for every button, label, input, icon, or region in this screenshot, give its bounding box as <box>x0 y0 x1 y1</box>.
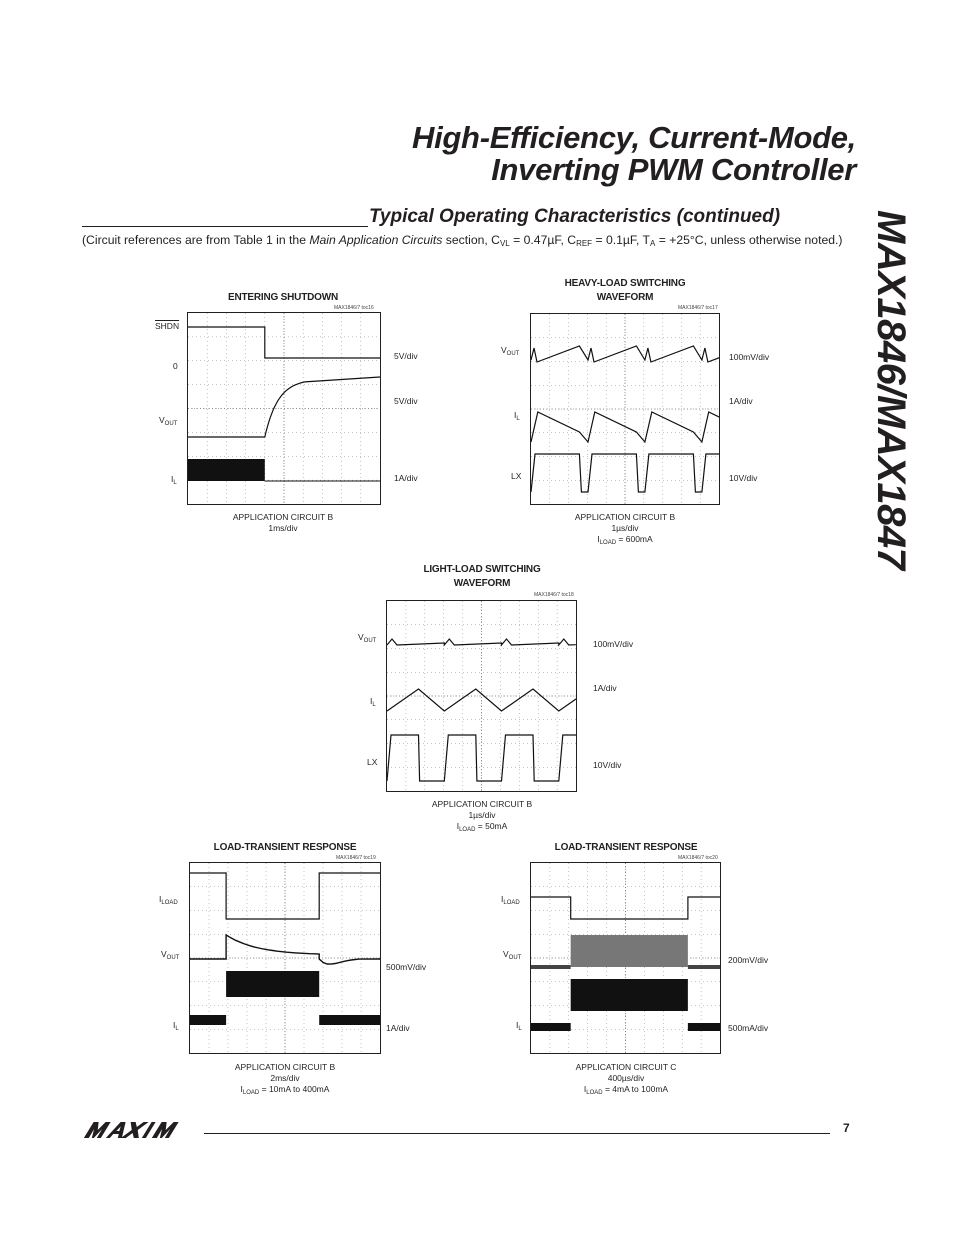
scope-caption: APPLICATION CIRCUIT B 1µs/div $I_{LOAD} = 50mA$ <box>431 799 533 833</box>
label-il: $I_L$ <box>514 410 520 422</box>
scale-ch2: 1A/div <box>729 396 753 406</box>
side-part-number: MAX1846/MAX1847 <box>869 210 913 570</box>
scope-title-load-transient-c: LOAD-TRANSIENT RESPONSE <box>554 842 698 853</box>
figure-tag: MAX1846/7 toc19 <box>336 855 376 861</box>
trace-il-low-left <box>190 1015 226 1025</box>
page-number: 7 <box>843 1121 850 1135</box>
scope-entering-shutdown <box>187 312 381 505</box>
figure-tag: MAX1846/7 toc16 <box>334 305 374 311</box>
trace-il-high <box>226 971 319 997</box>
figure-tag: MAX1846/7 toc17 <box>678 305 718 311</box>
label-vout: $V_{OUT}$ <box>161 949 180 961</box>
trace-il-burst <box>188 459 265 481</box>
label-lx: LX <box>511 471 522 481</box>
scale-ch2: 1A/div <box>386 1023 410 1033</box>
scope-caption: APPLICATION CIRCUIT B 1ms/div <box>232 512 334 533</box>
scope-screen <box>387 601 576 791</box>
scale-ch1: 200mV/div <box>728 955 769 965</box>
label-vout: $V_{OUT}$ <box>501 345 520 357</box>
scope-title-entering-shutdown: ENTERING SHUTDOWN <box>228 292 338 303</box>
label-il: $I_L$ <box>171 474 177 486</box>
scope-screen <box>531 863 720 1053</box>
trace-il-low-right <box>319 1015 380 1025</box>
scope-title-load-transient-b: LOAD-TRANSIENT RESPONSE <box>213 842 357 853</box>
title-line-2: Inverting PWM Controller <box>491 152 856 187</box>
label-zero: 0 <box>173 361 178 371</box>
trace-vout-right <box>688 965 720 969</box>
scope-screen <box>190 863 380 1053</box>
section-heading: Typical Operating Characteristics (continued) <box>369 206 781 227</box>
figure-tag: MAX1846/7 toc20 <box>678 855 718 861</box>
trace-il-high <box>571 979 688 1011</box>
label-iload: $I_{LOAD}$ <box>159 894 178 906</box>
trace-vout-left <box>531 965 571 969</box>
label-il: $I_L$ <box>370 696 376 708</box>
scope-load-transient-b <box>189 862 381 1054</box>
scale-ch2: 5V/div <box>394 396 418 406</box>
label-iload: $I_{LOAD}$ <box>501 894 520 906</box>
scope-caption: APPLICATION CIRCUIT B 1µs/div $I_{LOAD} = 600mA$ <box>574 512 676 546</box>
label-lx: LX <box>367 757 378 767</box>
scope-caption: APPLICATION CIRCUIT C 400µs/div $I_{LOAD} = 4mA$ to 100mA <box>575 1062 677 1096</box>
label-il: $I_L$ <box>516 1020 522 1032</box>
scale-ch3: 10V/div <box>593 760 622 770</box>
scale-ch1: 500mV/div <box>386 962 427 972</box>
scope-heavy-load <box>530 313 720 505</box>
trace-il-low-left <box>531 1023 571 1031</box>
scale-ch3: 10V/div <box>729 473 758 483</box>
section-rule <box>82 226 368 227</box>
scale-ch2: 1A/div <box>593 683 617 693</box>
figure-tag: MAX1846/7 toc18 <box>534 592 574 598</box>
page-title <box>412 122 856 186</box>
scale-ch2: 500mA/div <box>728 1023 769 1033</box>
scope-title-heavy-load: HEAVY-LOAD SWITCHING WAVEFORM <box>564 278 686 303</box>
title-line-1: High-Efficiency, Current-Mode, <box>412 120 856 155</box>
label-vout: $V_{OUT}$ <box>358 632 377 644</box>
label-vout: $V_{OUT}$ <box>159 415 178 427</box>
scope-light-load <box>386 600 577 792</box>
scope-screen <box>531 314 719 504</box>
scope-load-transient-c <box>530 862 721 1054</box>
graticule <box>387 601 576 791</box>
label-vout: $V_{OUT}$ <box>503 949 522 961</box>
graticule <box>531 314 719 504</box>
trace-vout-noise <box>571 935 688 967</box>
footer-rule <box>204 1133 830 1134</box>
scope-screen <box>188 313 380 504</box>
scope-title-light-load: LIGHT-LOAD SWITCHING WAVEFORM <box>423 564 541 589</box>
label-il: $I_L$ <box>173 1020 179 1032</box>
intro-paragraph: (Circuit references are from Table 1 in the Main Application Circuits section, $C_{VL} = 0.47\mu F$, $C_{REF} = 0.1\mu F$, $T_A = +25^\circ C$, unless otherwise noted.) <box>82 233 843 248</box>
maxim-logo <box>84 1121 192 1139</box>
trace-il-low-right <box>688 1023 720 1031</box>
label-shdn: SHDN <box>155 321 180 331</box>
scale-ch1: 100mV/div <box>593 639 634 649</box>
scale-ch1: 100mV/div <box>729 352 770 362</box>
scale-ch3: 1A/div <box>394 473 418 483</box>
scope-caption: APPLICATION CIRCUIT B 2ms/div $I_{LOAD} = 10mA$ to 400mA <box>234 1062 336 1096</box>
scale-ch1: 5V/div <box>394 351 418 361</box>
